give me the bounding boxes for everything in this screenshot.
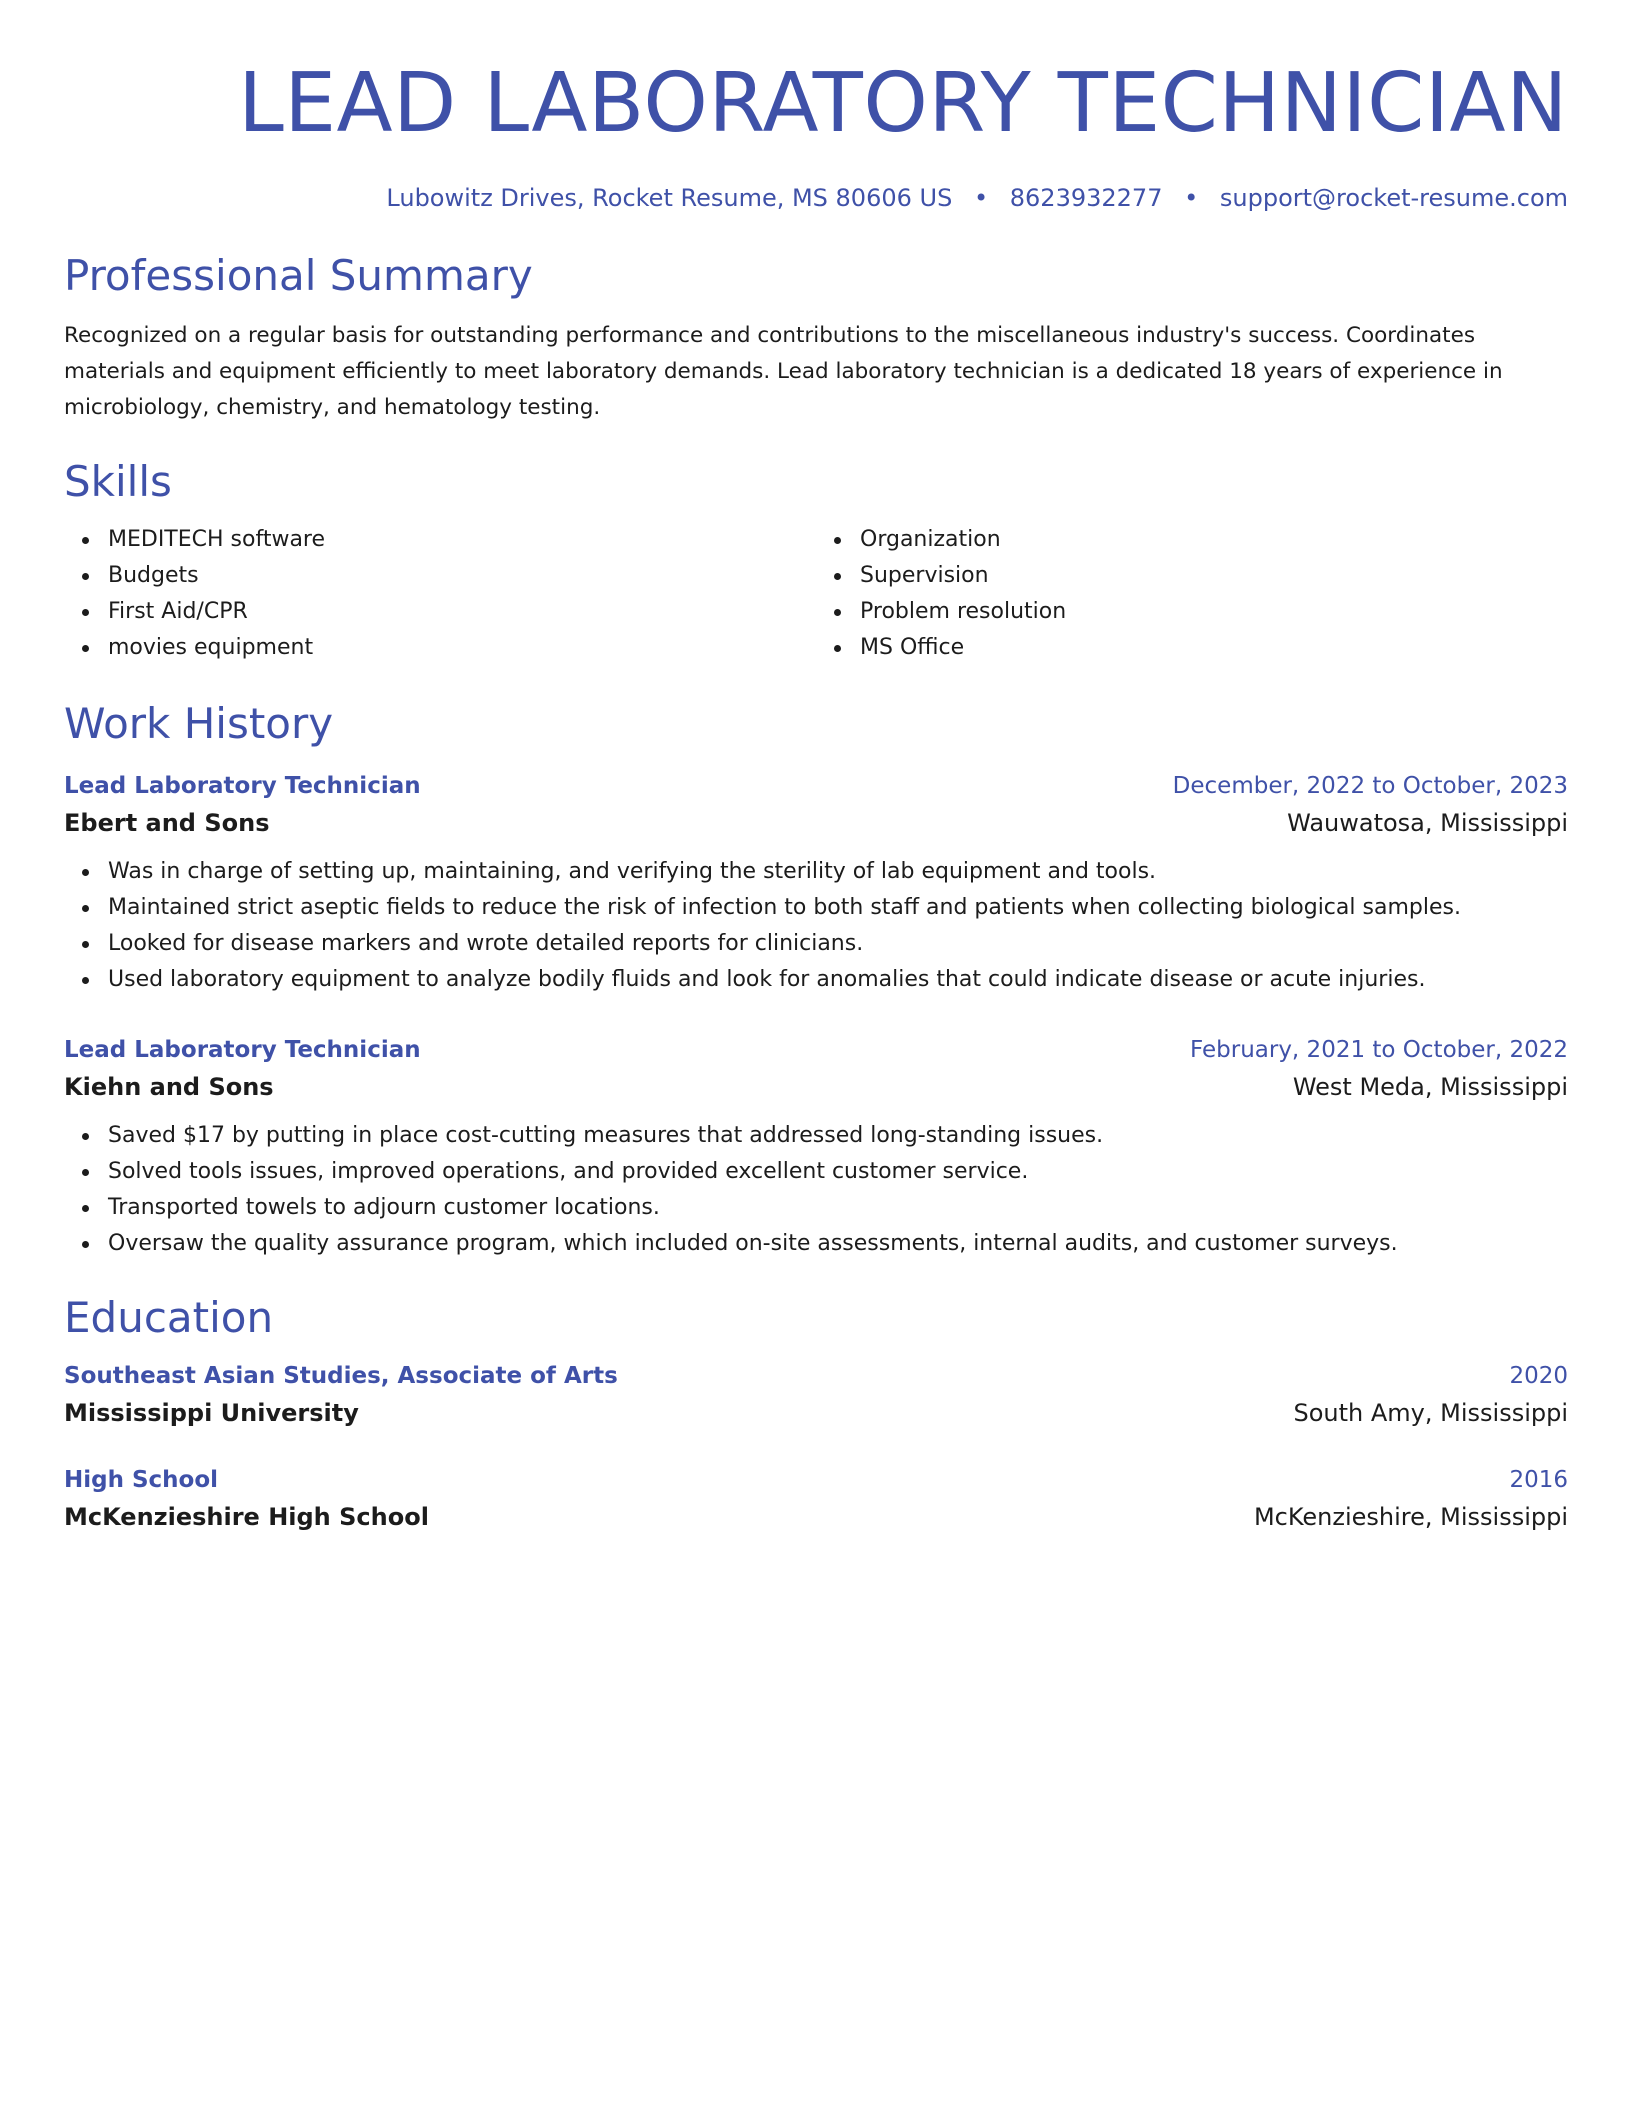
job-duty: Oversaw the quality assurance program, which included on-site assessments, internal audits, and customer surveys. bbox=[108, 1226, 1568, 1262]
education-location: South Amy, Mississippi bbox=[1293, 1399, 1568, 1427]
education-degree: High School bbox=[64, 1467, 219, 1493]
skill-item: movies equipment bbox=[108, 630, 816, 666]
job-company: Ebert and Sons bbox=[64, 809, 270, 837]
skills-column-right bbox=[816, 522, 1568, 666]
education-heading: Education bbox=[64, 1293, 274, 1342]
education-school: Mississippi University bbox=[64, 1399, 359, 1427]
job-duty: Maintained strict aseptic fields to reduce the risk of infection to both staff and patients when collecting biological samples. bbox=[108, 890, 1568, 926]
job-header-row bbox=[64, 1032, 1568, 1068]
job-entry bbox=[64, 768, 1568, 998]
job-title: Lead Laboratory Technician bbox=[64, 1037, 421, 1063]
job-duty: Saved $17 by putting in place cost-cutting measures that addressed long-standing issues. bbox=[108, 1118, 1568, 1154]
job-duties bbox=[64, 854, 1568, 998]
contact-address: Lubowitz Drives, Rocket Resume, MS 80606 US bbox=[386, 184, 953, 212]
contact-line bbox=[64, 182, 1568, 214]
contact-phone: 8623932277 bbox=[1009, 184, 1163, 212]
skills-section bbox=[64, 456, 1568, 666]
skill-item: MEDITECH software bbox=[108, 522, 816, 558]
job-company: Kiehn and Sons bbox=[64, 1073, 274, 1101]
job-title: Lead Laboratory Technician bbox=[64, 773, 421, 799]
job-location: West Meda, Mississippi bbox=[1292, 1073, 1568, 1101]
skill-item: MS Office bbox=[860, 630, 1568, 666]
job-header-row bbox=[64, 768, 1568, 804]
skills-grid bbox=[64, 522, 1568, 666]
contact-email: support@rocket-resume.com bbox=[1219, 184, 1568, 212]
education-year: 2016 bbox=[1509, 1467, 1568, 1493]
education-section bbox=[64, 1292, 1568, 1536]
skill-item: Problem resolution bbox=[860, 594, 1568, 630]
education-entry bbox=[64, 1358, 1568, 1432]
education-school: McKenzieshire High School bbox=[64, 1503, 429, 1531]
job-duty: Looked for disease markers and wrote detailed reports for clinicians. bbox=[108, 926, 1568, 962]
job-duty: Solved tools issues, improved operations, and provided excellent customer service. bbox=[108, 1154, 1568, 1190]
job-company-row bbox=[64, 1068, 1568, 1106]
contact-separator: • bbox=[973, 184, 989, 212]
education-header-row bbox=[64, 1462, 1568, 1498]
resume-title: LEAD LABORATORY TECHNICIAN bbox=[238, 56, 1568, 151]
education-degree: Southeast Asian Studies, Associate of Arts bbox=[64, 1363, 618, 1389]
job-duty: Used laboratory equipment to analyze bodily fluids and look for anomalies that could indicate disease or acute injuries. bbox=[108, 962, 1568, 998]
skill-item: Supervision bbox=[860, 558, 1568, 594]
education-year: 2020 bbox=[1509, 1363, 1568, 1389]
job-location: Wauwatosa, Mississippi bbox=[1287, 809, 1568, 837]
skill-item: First Aid/CPR bbox=[108, 594, 816, 630]
skill-item: Budgets bbox=[108, 558, 816, 594]
job-dates: December, 2022 to October, 2023 bbox=[1172, 773, 1568, 799]
education-school-row bbox=[64, 1498, 1568, 1536]
skill-item: Organization bbox=[860, 522, 1568, 558]
job-duty: Was in charge of setting up, maintaining, and verifying the sterility of lab equipment and tools. bbox=[108, 854, 1568, 890]
skills-column-left bbox=[64, 522, 816, 666]
education-header-row bbox=[64, 1358, 1568, 1394]
work-history-heading: Work History bbox=[64, 699, 334, 748]
job-duty: Transported towels to adjourn customer locations. bbox=[108, 1190, 1568, 1226]
contact-separator: • bbox=[1184, 184, 1199, 212]
education-entry bbox=[64, 1462, 1568, 1536]
job-company-row bbox=[64, 804, 1568, 842]
summary-text: Recognized on a regular basis for outstanding performance and contributions to the miscellaneous industry's success. Coordinates materials and equipment efficiently to meet laboratory demands. Lead laboratory technician is a dedicated 18 years of experience in microbiology, chemistry, and hematology testing. bbox=[64, 323, 1503, 420]
job-duties bbox=[64, 1118, 1568, 1262]
professional-summary-section bbox=[64, 250, 1568, 426]
skills-heading: Skills bbox=[64, 457, 172, 506]
job-dates: February, 2021 to October, 2022 bbox=[1190, 1037, 1568, 1063]
job-entry bbox=[64, 1032, 1568, 1262]
education-location: McKenzieshire, Mississippi bbox=[1253, 1503, 1568, 1531]
education-school-row bbox=[64, 1394, 1568, 1432]
summary-heading: Professional Summary bbox=[64, 251, 533, 300]
work-history-section bbox=[64, 698, 1568, 1262]
